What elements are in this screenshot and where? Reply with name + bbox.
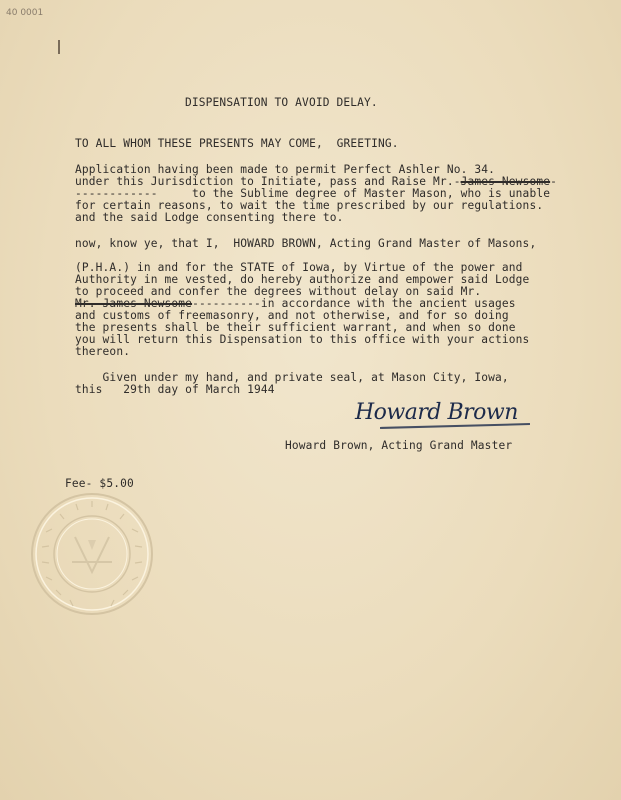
para3-line1: (P.H.A.) in and for the STATE of Iowa, by Virtue of the power and	[75, 261, 523, 274]
para1-line2b: -	[550, 175, 557, 188]
document-title: DISPENSATION TO AVOID DELAY.	[185, 96, 378, 109]
fee-line: Fee- $5.00	[65, 477, 134, 490]
given-line2: this 29th day of March 1944	[75, 383, 275, 396]
para1-line1: Application having been made to permit Perfect Ashler No. 34.	[75, 163, 496, 176]
given-line1: Given under my hand, and private seal, at Mason City, Iowa,	[75, 371, 509, 384]
para1-line3: ------------ to the Sublime degree of Master Mason, who is unable	[75, 187, 551, 200]
corner-pen-mark	[58, 40, 60, 54]
para3-line7: you will return this Dispensation to this office with your actions	[75, 333, 530, 346]
para3-line2: Authority in me vested, do hereby authorize and empower said Lodge	[75, 273, 530, 286]
para1-line2a: under this Jurisdiction to Initiate, pass and Raise Mr.-	[75, 175, 461, 188]
para2-line: now, know ye, that I, HOWARD BROWN, Acting Grand Master of Masons,	[75, 237, 537, 250]
handwritten-signature: Howard Brown	[355, 400, 518, 425]
struck-name-2: Mr. James Newsome	[75, 297, 193, 310]
para3-line8: thereon.	[75, 345, 131, 358]
para3-line4b: ----------in accordance with the ancient usages	[192, 297, 516, 310]
salutation: TO ALL WHOM THESE PRESENTS MAY COME, GREETING.	[75, 137, 399, 150]
para3-line5: and customs of freemasonry, and not otherwise, and for so doing	[75, 309, 509, 322]
embossed-seal-icon	[30, 492, 155, 617]
struck-name-1: James Newsome	[460, 175, 551, 188]
para3-line6: the presents shall be their sufficient warrant, and when so done	[75, 321, 516, 334]
para1-line5: and the said Lodge consenting there to.	[75, 211, 344, 224]
para1-line4: for certain reasons, to wait the time prescribed by our regulations.	[75, 199, 544, 212]
typed-signature: Howard Brown, Acting Grand Master	[285, 439, 513, 452]
corner-note: 40 0001	[6, 8, 44, 18]
para3-line3: to proceed and confer the degrees without delay on said Mr.	[75, 285, 482, 298]
